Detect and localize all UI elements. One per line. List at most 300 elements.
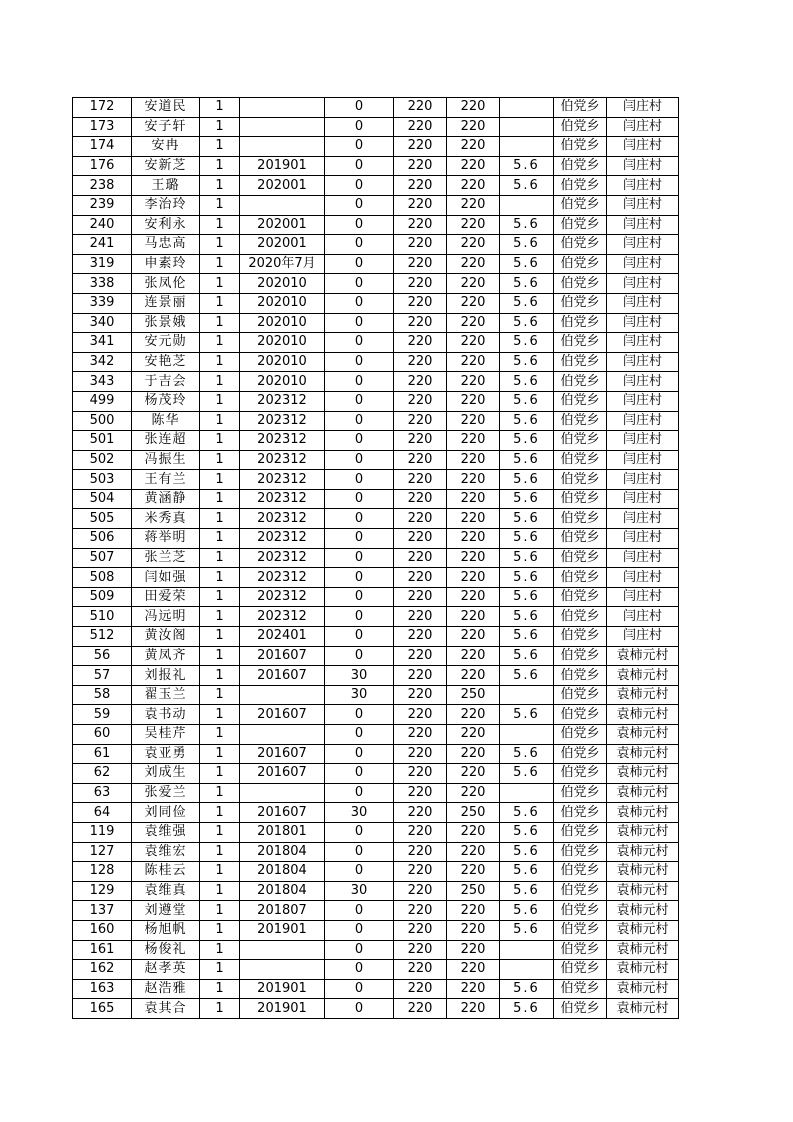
cell-id: 508 (73, 568, 132, 588)
cell-township: 伯党乡 (554, 960, 607, 980)
cell-count: 1 (200, 960, 240, 980)
cell-count: 1 (200, 901, 240, 921)
cell-township: 伯党乡 (554, 372, 607, 392)
cell-id: 238 (73, 176, 132, 196)
cell-total: 220 (447, 137, 500, 157)
cell-total: 220 (447, 529, 500, 549)
table-row (73, 705, 679, 725)
cell-id: 162 (73, 960, 132, 980)
cell-standard: 5.6 (500, 822, 554, 842)
cell-amount-b: 220 (394, 627, 447, 647)
cell-township: 伯党乡 (554, 137, 607, 157)
cell-township: 伯党乡 (554, 587, 607, 607)
cell-township: 伯党乡 (554, 489, 607, 509)
cell-date (240, 117, 325, 137)
cell-total: 220 (447, 372, 500, 392)
cell-amount-b: 220 (394, 156, 447, 176)
cell-amount-a: 30 (325, 881, 394, 901)
table-row (73, 293, 679, 313)
cell-count: 1 (200, 568, 240, 588)
cell-amount-b: 220 (394, 391, 447, 411)
table-row (73, 156, 679, 176)
cell-count: 1 (200, 529, 240, 549)
table-row (73, 372, 679, 392)
cell-count: 1 (200, 450, 240, 470)
cell-amount-a: 0 (325, 940, 394, 960)
cell-village: 闫庄村 (607, 235, 679, 255)
table-row (73, 333, 679, 353)
cell-name: 黄涵静 (132, 489, 200, 509)
cell-village: 袁柿元村 (607, 705, 679, 725)
cell-date: 201901 (240, 999, 325, 1019)
cell-amount-a: 0 (325, 372, 394, 392)
table-row (73, 803, 679, 823)
cell-amount-a: 0 (325, 862, 394, 882)
cell-village: 闫庄村 (607, 627, 679, 647)
cell-township: 伯党乡 (554, 822, 607, 842)
table-row (73, 646, 679, 666)
cell-id: 161 (73, 940, 132, 960)
cell-total: 220 (447, 862, 500, 882)
cell-standard: 5.6 (500, 215, 554, 235)
cell-name: 袁维宏 (132, 842, 200, 862)
cell-date (240, 783, 325, 803)
table-row (73, 568, 679, 588)
cell-count: 1 (200, 764, 240, 784)
cell-township: 伯党乡 (554, 470, 607, 490)
cell-village: 袁柿元村 (607, 842, 679, 862)
cell-date: 202312 (240, 548, 325, 568)
cell-count: 1 (200, 470, 240, 490)
cell-village: 袁柿元村 (607, 646, 679, 666)
cell-standard: 5.6 (500, 862, 554, 882)
cell-id: 241 (73, 235, 132, 255)
cell-date: 2020年7月 (240, 254, 325, 274)
cell-standard (500, 137, 554, 157)
cell-amount-b: 220 (394, 333, 447, 353)
cell-count: 1 (200, 98, 240, 118)
cell-amount-b: 220 (394, 705, 447, 725)
cell-township: 伯党乡 (554, 254, 607, 274)
cell-id: 240 (73, 215, 132, 235)
cell-date: 201607 (240, 764, 325, 784)
cell-township: 伯党乡 (554, 156, 607, 176)
cell-township: 伯党乡 (554, 509, 607, 529)
cell-amount-a: 0 (325, 705, 394, 725)
cell-township: 伯党乡 (554, 195, 607, 215)
cell-name: 杨俊礼 (132, 940, 200, 960)
cell-amount-a: 0 (325, 548, 394, 568)
cell-count: 1 (200, 862, 240, 882)
cell-standard: 5.6 (500, 176, 554, 196)
table-row (73, 411, 679, 431)
cell-standard: 5.6 (500, 999, 554, 1019)
cell-standard (500, 725, 554, 745)
cell-total: 220 (447, 391, 500, 411)
cell-amount-b: 220 (394, 235, 447, 255)
cell-standard: 5.6 (500, 979, 554, 999)
cell-count: 1 (200, 235, 240, 255)
cell-village: 闫庄村 (607, 137, 679, 157)
cell-amount-a: 0 (325, 313, 394, 333)
cell-total: 220 (447, 725, 500, 745)
cell-amount-a: 0 (325, 999, 394, 1019)
cell-amount-b: 220 (394, 999, 447, 1019)
cell-count: 1 (200, 842, 240, 862)
cell-id: 64 (73, 803, 132, 823)
cell-date: 202010 (240, 274, 325, 294)
cell-township: 伯党乡 (554, 999, 607, 1019)
cell-village: 袁柿元村 (607, 920, 679, 940)
cell-amount-b: 220 (394, 901, 447, 921)
cell-total: 250 (447, 881, 500, 901)
cell-village: 袁柿元村 (607, 881, 679, 901)
cell-standard: 5.6 (500, 529, 554, 549)
cell-id: 163 (73, 979, 132, 999)
cell-amount-b: 220 (394, 137, 447, 157)
cell-count: 1 (200, 293, 240, 313)
cell-village: 袁柿元村 (607, 685, 679, 705)
cell-township: 伯党乡 (554, 685, 607, 705)
cell-total: 220 (447, 235, 500, 255)
cell-name: 冯远明 (132, 607, 200, 627)
cell-name: 袁维真 (132, 881, 200, 901)
cell-id: 63 (73, 783, 132, 803)
cell-standard: 5.6 (500, 411, 554, 431)
cell-name: 刘成生 (132, 764, 200, 784)
cell-name: 袁其合 (132, 999, 200, 1019)
cell-amount-b: 220 (394, 176, 447, 196)
cell-amount-a: 0 (325, 646, 394, 666)
cell-township: 伯党乡 (554, 529, 607, 549)
cell-count: 1 (200, 411, 240, 431)
cell-id: 342 (73, 352, 132, 372)
cell-amount-a: 0 (325, 764, 394, 784)
table-row (73, 842, 679, 862)
cell-standard (500, 195, 554, 215)
cell-total: 220 (447, 195, 500, 215)
cell-count: 1 (200, 881, 240, 901)
cell-total: 220 (447, 431, 500, 451)
cell-total: 220 (447, 352, 500, 372)
cell-township: 伯党乡 (554, 920, 607, 940)
cell-standard: 5.6 (500, 450, 554, 470)
cell-amount-a: 0 (325, 450, 394, 470)
cell-count: 1 (200, 685, 240, 705)
cell-date: 202010 (240, 333, 325, 353)
table-row (73, 470, 679, 490)
cell-count: 1 (200, 783, 240, 803)
cell-date: 201804 (240, 842, 325, 862)
cell-amount-b: 220 (394, 274, 447, 294)
cell-village: 闫庄村 (607, 176, 679, 196)
cell-standard: 5.6 (500, 333, 554, 353)
cell-amount-b: 220 (394, 685, 447, 705)
cell-amount-a: 0 (325, 529, 394, 549)
table-row (73, 489, 679, 509)
cell-village: 闫庄村 (607, 509, 679, 529)
cell-village: 闫庄村 (607, 470, 679, 490)
cell-standard: 5.6 (500, 293, 554, 313)
cell-village: 闫庄村 (607, 117, 679, 137)
cell-id: 512 (73, 627, 132, 647)
cell-amount-a: 0 (325, 607, 394, 627)
cell-standard: 5.6 (500, 509, 554, 529)
cell-date: 201901 (240, 920, 325, 940)
cell-amount-a: 0 (325, 470, 394, 490)
cell-amount-a: 0 (325, 901, 394, 921)
cell-standard (500, 940, 554, 960)
cell-name: 杨茂玲 (132, 391, 200, 411)
cell-village: 袁柿元村 (607, 822, 679, 842)
cell-date: 201607 (240, 646, 325, 666)
table-row (73, 352, 679, 372)
cell-name: 王璐 (132, 176, 200, 196)
cell-amount-b: 220 (394, 881, 447, 901)
cell-standard: 5.6 (500, 313, 554, 333)
cell-name: 袁维强 (132, 822, 200, 842)
cell-count: 1 (200, 372, 240, 392)
cell-village: 闫庄村 (607, 548, 679, 568)
cell-standard: 5.6 (500, 920, 554, 940)
roster-table (72, 97, 679, 1019)
cell-amount-a: 0 (325, 215, 394, 235)
table-row (73, 137, 679, 157)
cell-id: 500 (73, 411, 132, 431)
cell-standard: 5.6 (500, 607, 554, 627)
cell-id: 338 (73, 274, 132, 294)
cell-total: 220 (447, 783, 500, 803)
cell-amount-b: 220 (394, 568, 447, 588)
cell-date: 201607 (240, 705, 325, 725)
cell-amount-b: 220 (394, 979, 447, 999)
cell-standard: 5.6 (500, 274, 554, 294)
cell-count: 1 (200, 627, 240, 647)
table-row (73, 431, 679, 451)
cell-total: 220 (447, 705, 500, 725)
cell-village: 闫庄村 (607, 431, 679, 451)
cell-township: 伯党乡 (554, 725, 607, 745)
cell-township: 伯党乡 (554, 215, 607, 235)
cell-village: 闫庄村 (607, 156, 679, 176)
cell-total: 220 (447, 176, 500, 196)
cell-id: 507 (73, 548, 132, 568)
cell-count: 1 (200, 254, 240, 274)
cell-village: 袁柿元村 (607, 725, 679, 745)
cell-id: 509 (73, 587, 132, 607)
cell-township: 伯党乡 (554, 391, 607, 411)
cell-name: 黄凤齐 (132, 646, 200, 666)
cell-township: 伯党乡 (554, 333, 607, 353)
cell-count: 1 (200, 587, 240, 607)
cell-id: 176 (73, 156, 132, 176)
cell-name: 于吉会 (132, 372, 200, 392)
cell-township: 伯党乡 (554, 117, 607, 137)
cell-name: 连景丽 (132, 293, 200, 313)
table-row (73, 176, 679, 196)
cell-standard: 5.6 (500, 587, 554, 607)
cell-standard: 5.6 (500, 568, 554, 588)
cell-village: 闫庄村 (607, 333, 679, 353)
cell-township: 伯党乡 (554, 862, 607, 882)
cell-township: 伯党乡 (554, 881, 607, 901)
cell-amount-a: 0 (325, 117, 394, 137)
cell-count: 1 (200, 940, 240, 960)
cell-amount-a: 0 (325, 411, 394, 431)
cell-id: 501 (73, 431, 132, 451)
cell-name: 申素玲 (132, 254, 200, 274)
cell-name: 吴桂芹 (132, 725, 200, 745)
cell-total: 220 (447, 215, 500, 235)
cell-name: 张景娥 (132, 313, 200, 333)
cell-name: 张兰芝 (132, 548, 200, 568)
cell-amount-b: 220 (394, 411, 447, 431)
cell-count: 1 (200, 391, 240, 411)
cell-date: 202312 (240, 587, 325, 607)
cell-township: 伯党乡 (554, 764, 607, 784)
cell-village: 闫庄村 (607, 529, 679, 549)
cell-village: 袁柿元村 (607, 960, 679, 980)
cell-amount-b: 220 (394, 607, 447, 627)
cell-amount-a: 0 (325, 822, 394, 842)
cell-date: 202312 (240, 450, 325, 470)
cell-name: 陈桂云 (132, 862, 200, 882)
cell-village: 袁柿元村 (607, 744, 679, 764)
cell-village: 袁柿元村 (607, 764, 679, 784)
cell-count: 1 (200, 548, 240, 568)
table-row (73, 627, 679, 647)
table-row (73, 940, 679, 960)
cell-township: 伯党乡 (554, 627, 607, 647)
cell-standard: 5.6 (500, 156, 554, 176)
cell-amount-b: 220 (394, 744, 447, 764)
cell-name: 张凤伦 (132, 274, 200, 294)
cell-total: 220 (447, 764, 500, 784)
cell-id: 343 (73, 372, 132, 392)
cell-amount-b: 220 (394, 803, 447, 823)
cell-name: 陈华 (132, 411, 200, 431)
cell-amount-b: 220 (394, 842, 447, 862)
cell-count: 1 (200, 744, 240, 764)
cell-date: 201807 (240, 901, 325, 921)
cell-amount-a: 30 (325, 803, 394, 823)
cell-total: 220 (447, 333, 500, 353)
cell-amount-a: 0 (325, 979, 394, 999)
cell-name: 张爱兰 (132, 783, 200, 803)
cell-name: 袁书动 (132, 705, 200, 725)
cell-standard: 5.6 (500, 254, 554, 274)
cell-village: 闫庄村 (607, 391, 679, 411)
cell-date: 202010 (240, 313, 325, 333)
cell-township: 伯党乡 (554, 842, 607, 862)
cell-total: 250 (447, 685, 500, 705)
cell-standard: 5.6 (500, 705, 554, 725)
cell-count: 1 (200, 117, 240, 137)
cell-township: 伯党乡 (554, 352, 607, 372)
cell-id: 339 (73, 293, 132, 313)
cell-date: 202312 (240, 509, 325, 529)
cell-village: 闫庄村 (607, 352, 679, 372)
cell-date: 201607 (240, 803, 325, 823)
cell-township: 伯党乡 (554, 568, 607, 588)
cell-name: 张连超 (132, 431, 200, 451)
table-row (73, 274, 679, 294)
cell-name: 闫如强 (132, 568, 200, 588)
cell-amount-a: 0 (325, 274, 394, 294)
cell-township: 伯党乡 (554, 431, 607, 451)
cell-village: 袁柿元村 (607, 999, 679, 1019)
cell-standard (500, 960, 554, 980)
cell-total: 220 (447, 999, 500, 1019)
table-row (73, 999, 679, 1019)
cell-total: 220 (447, 313, 500, 333)
cell-amount-b: 220 (394, 372, 447, 392)
table-row (73, 529, 679, 549)
table-row (73, 920, 679, 940)
cell-standard: 5.6 (500, 548, 554, 568)
cell-name: 冯振生 (132, 450, 200, 470)
cell-amount-b: 220 (394, 822, 447, 842)
cell-id: 340 (73, 313, 132, 333)
cell-amount-a: 0 (325, 195, 394, 215)
cell-name: 安利永 (132, 215, 200, 235)
cell-date: 202312 (240, 431, 325, 451)
cell-amount-b: 220 (394, 195, 447, 215)
cell-name: 赵孝英 (132, 960, 200, 980)
cell-date (240, 940, 325, 960)
cell-amount-b: 220 (394, 764, 447, 784)
cell-date: 201804 (240, 862, 325, 882)
cell-amount-b: 220 (394, 862, 447, 882)
cell-village: 闫庄村 (607, 450, 679, 470)
cell-amount-b: 220 (394, 470, 447, 490)
cell-township: 伯党乡 (554, 744, 607, 764)
cell-total: 220 (447, 548, 500, 568)
cell-date (240, 685, 325, 705)
cell-total: 220 (447, 509, 500, 529)
cell-count: 1 (200, 666, 240, 686)
cell-township: 伯党乡 (554, 235, 607, 255)
table-row (73, 607, 679, 627)
cell-amount-a: 0 (325, 725, 394, 745)
cell-amount-b: 220 (394, 215, 447, 235)
cell-amount-a: 0 (325, 333, 394, 353)
cell-id: 60 (73, 725, 132, 745)
cell-amount-a: 0 (325, 352, 394, 372)
cell-village: 闫庄村 (607, 607, 679, 627)
cell-name: 安艳芝 (132, 352, 200, 372)
cell-township: 伯党乡 (554, 450, 607, 470)
cell-village: 闫庄村 (607, 254, 679, 274)
cell-township: 伯党乡 (554, 940, 607, 960)
cell-count: 1 (200, 509, 240, 529)
cell-count: 1 (200, 822, 240, 842)
cell-date: 201901 (240, 979, 325, 999)
cell-amount-b: 220 (394, 725, 447, 745)
cell-count: 1 (200, 725, 240, 745)
cell-date: 202312 (240, 411, 325, 431)
cell-village: 闫庄村 (607, 313, 679, 333)
cell-date: 202001 (240, 235, 325, 255)
cell-standard (500, 783, 554, 803)
cell-total: 220 (447, 646, 500, 666)
table-row (73, 509, 679, 529)
cell-date (240, 960, 325, 980)
cell-amount-b: 220 (394, 117, 447, 137)
cell-total: 220 (447, 254, 500, 274)
cell-date: 201901 (240, 156, 325, 176)
cell-total: 220 (447, 411, 500, 431)
